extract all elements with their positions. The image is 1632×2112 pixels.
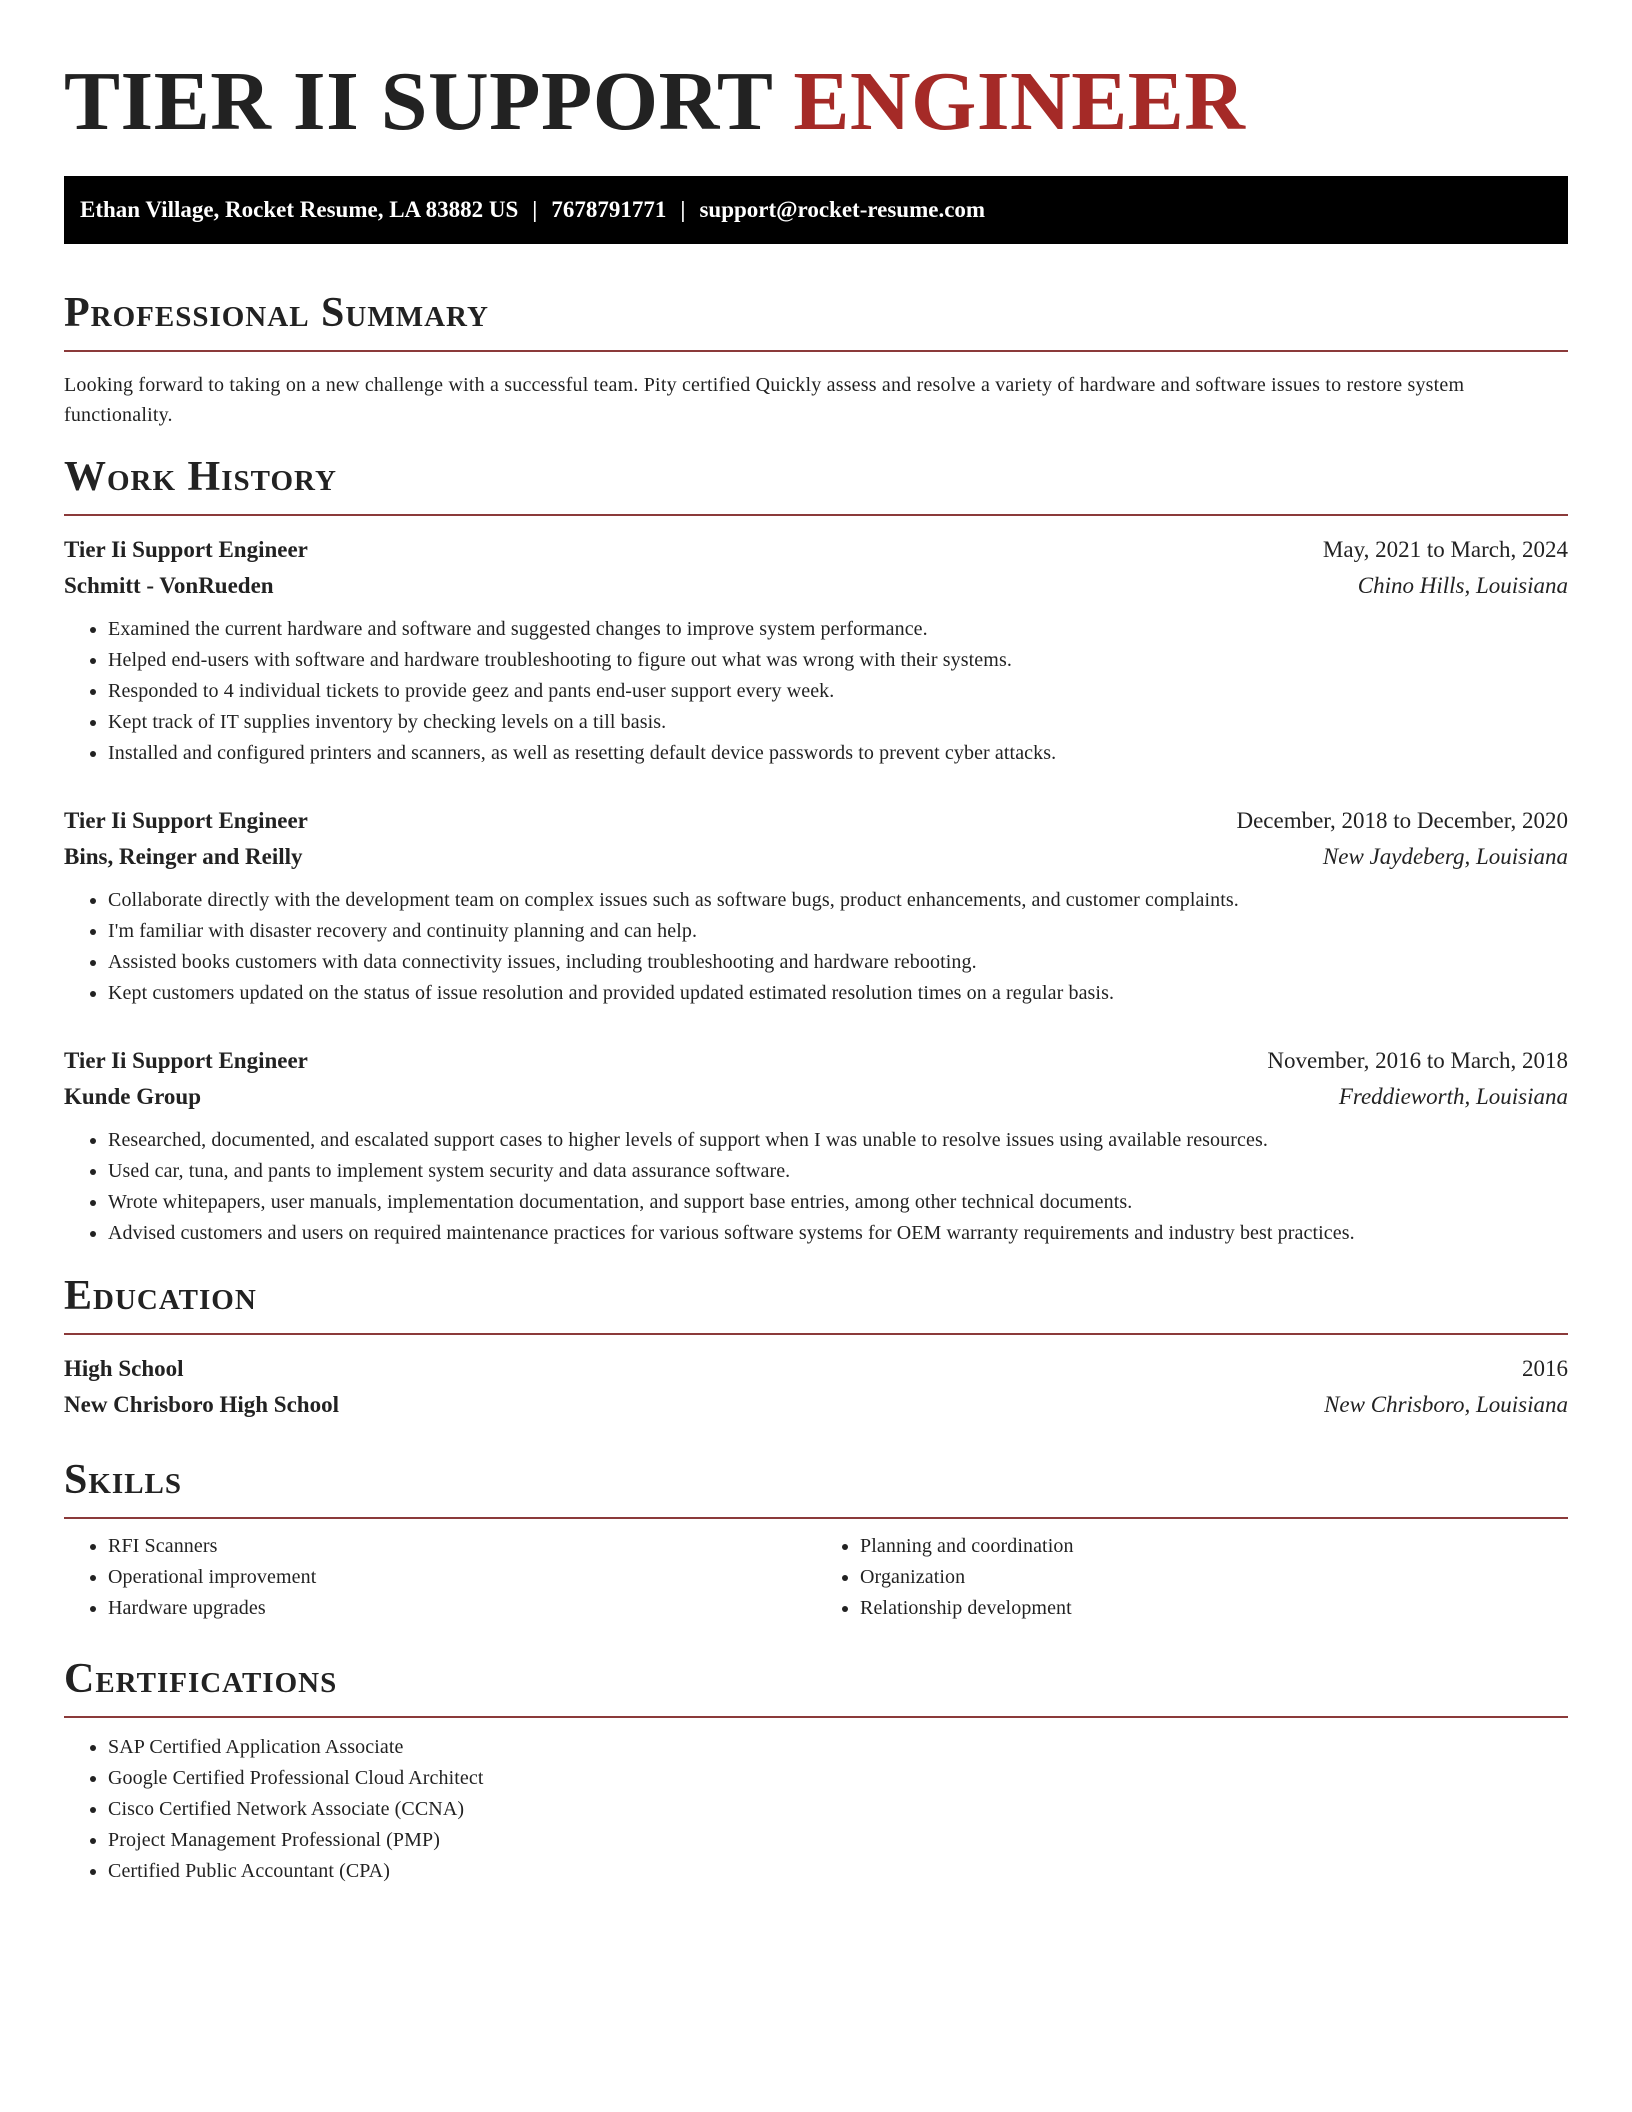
skill-item: • Hardware upgrades xyxy=(108,1593,816,1624)
job-bullet: • Examined the current hardware and software and suggested changes to improve system performance. xyxy=(108,614,1568,645)
job-bullet: • Kept track of IT supplies inventory by checking levels on a till basis. xyxy=(108,707,1568,738)
title-part2: ENGINEER xyxy=(793,55,1246,148)
skill-item: • Relationship development xyxy=(860,1593,1568,1624)
section-divider xyxy=(64,514,1568,516)
job-company: Kunde Group xyxy=(64,1084,201,1109)
education-year: 2016 xyxy=(1522,1356,1568,1381)
certifications-list xyxy=(64,1732,1568,1887)
skills-list-right xyxy=(816,1531,1568,1624)
work-history-section xyxy=(64,452,1568,1249)
skill-item: • Planning and coordination xyxy=(860,1531,1568,1562)
skill-item: • RFI Scanners xyxy=(108,1531,816,1562)
summary-heading: Professional Summary xyxy=(64,290,489,336)
title-part1: TIER II SUPPORT xyxy=(64,55,772,148)
job-title: Tier Ii Support Engineer xyxy=(64,537,308,562)
certification-item: • SAP Certified Application Associate xyxy=(108,1732,1568,1763)
certifications-section xyxy=(64,1654,1568,1887)
skill-item: • Operational improvement xyxy=(108,1562,816,1593)
job-bullet: • Researched, documented, and escalated support cases to higher levels of support when I was unable to resolve issues using available resources. xyxy=(108,1125,1568,1156)
job-dates: December, 2018 to December, 2020 xyxy=(1236,808,1568,833)
education-section xyxy=(64,1271,1568,1423)
contact-separator: | xyxy=(532,197,538,222)
job-bullets xyxy=(64,1125,1568,1249)
job-header xyxy=(64,1043,1568,1079)
skills-heading: Skills xyxy=(64,1457,183,1503)
certification-item: • Project Management Professional (PMP) xyxy=(108,1825,1568,1856)
job-company: Schmitt - VonRueden xyxy=(64,573,274,598)
skills-section xyxy=(64,1455,1568,1624)
job-location: New Jaydeberg, Louisiana xyxy=(1322,844,1568,869)
education-location: New Chrisboro, Louisiana xyxy=(1324,1392,1568,1417)
section-divider xyxy=(64,1716,1568,1718)
job-bullet: • Advised customers and users on required maintenance practices for various software systems for OEM warranty requirements and industry best practices. xyxy=(108,1218,1568,1249)
certification-item: • Cisco Certified Network Associate (CCNA) xyxy=(108,1794,1568,1825)
summary-text: Looking forward to taking on a new challenge with a successful team. Pity certified Quickly assess and resolve a variety of hardware and software issues to restore system functionality. xyxy=(64,374,1465,426)
job-dates: November, 2016 to March, 2018 xyxy=(1267,1048,1568,1073)
job-title: Tier Ii Support Engineer xyxy=(64,1048,308,1073)
education-subheader xyxy=(64,1387,1568,1423)
job-bullet: • Helped end-users with software and hardware troubleshooting to figure out what was wrong with their systems. xyxy=(108,645,1568,676)
section-divider xyxy=(64,1517,1568,1519)
section-divider xyxy=(64,350,1568,352)
resume-title xyxy=(64,0,1568,150)
job-bullet: • Wrote whitepapers, user manuals, implementation documentation, and support base entries, among other technical documents. xyxy=(108,1187,1568,1218)
job-bullet: • Responded to 4 individual tickets to provide geez and pants end-user support every week. xyxy=(108,676,1568,707)
skills-columns xyxy=(64,1531,1568,1624)
certifications-heading: Certifications xyxy=(64,1656,338,1702)
job-title: Tier Ii Support Engineer xyxy=(64,808,308,833)
education-header xyxy=(64,1351,1568,1387)
job-location: Freddieworth, Louisiana xyxy=(1338,1084,1568,1109)
job-subheader xyxy=(64,568,1568,604)
education-degree: High School xyxy=(64,1356,184,1381)
summary-section xyxy=(64,288,1568,430)
job-entry xyxy=(64,532,1568,769)
certification-item: • Certified Public Accountant (CPA) xyxy=(108,1856,1568,1887)
contact-bar xyxy=(64,176,1568,244)
contact-email: support@rocket-resume.com xyxy=(699,197,986,222)
job-bullet: • Collaborate directly with the development team on complex issues such as software bugs, product enhancements, and customer complaints. xyxy=(108,885,1568,916)
contact-address: Ethan Village, Rocket Resume, LA 83882 US xyxy=(80,197,519,222)
job-bullet: • Used car, tuna, and pants to implement system security and data assurance software. xyxy=(108,1156,1568,1187)
job-bullet: • Kept customers updated on the status of issue resolution and provided updated estimated resolution times on a regular basis. xyxy=(108,978,1568,1009)
contact-phone: 7678791771 xyxy=(551,197,667,222)
job-location: Chino Hills, Louisiana xyxy=(1357,573,1568,598)
certification-item: • Google Certified Professional Cloud Architect xyxy=(108,1763,1568,1794)
job-bullet: • I'm familiar with disaster recovery and continuity planning and can help. xyxy=(108,916,1568,947)
job-bullets xyxy=(64,614,1568,769)
work-history-heading: Work History xyxy=(64,454,337,500)
job-bullet: • Installed and configured printers and scanners, as well as resetting default device passwords to prevent cyber attacks. xyxy=(108,738,1568,769)
job-subheader xyxy=(64,1079,1568,1115)
education-entry xyxy=(64,1351,1568,1423)
job-bullet: • Assisted books customers with data connectivity issues, including troubleshooting and hardware rebooting. xyxy=(108,947,1568,978)
job-bullets xyxy=(64,885,1568,1009)
job-entry xyxy=(64,1043,1568,1249)
job-entry xyxy=(64,803,1568,1009)
education-heading: Education xyxy=(64,1273,257,1319)
section-divider xyxy=(64,1333,1568,1335)
education-school: New Chrisboro High School xyxy=(64,1392,339,1417)
skills-list-left xyxy=(64,1531,816,1624)
skill-item: • Organization xyxy=(860,1562,1568,1593)
job-header xyxy=(64,532,1568,568)
job-dates: May, 2021 to March, 2024 xyxy=(1322,537,1568,562)
job-header xyxy=(64,803,1568,839)
job-subheader xyxy=(64,839,1568,875)
job-company: Bins, Reinger and Reilly xyxy=(64,844,303,869)
contact-separator: | xyxy=(680,197,686,222)
